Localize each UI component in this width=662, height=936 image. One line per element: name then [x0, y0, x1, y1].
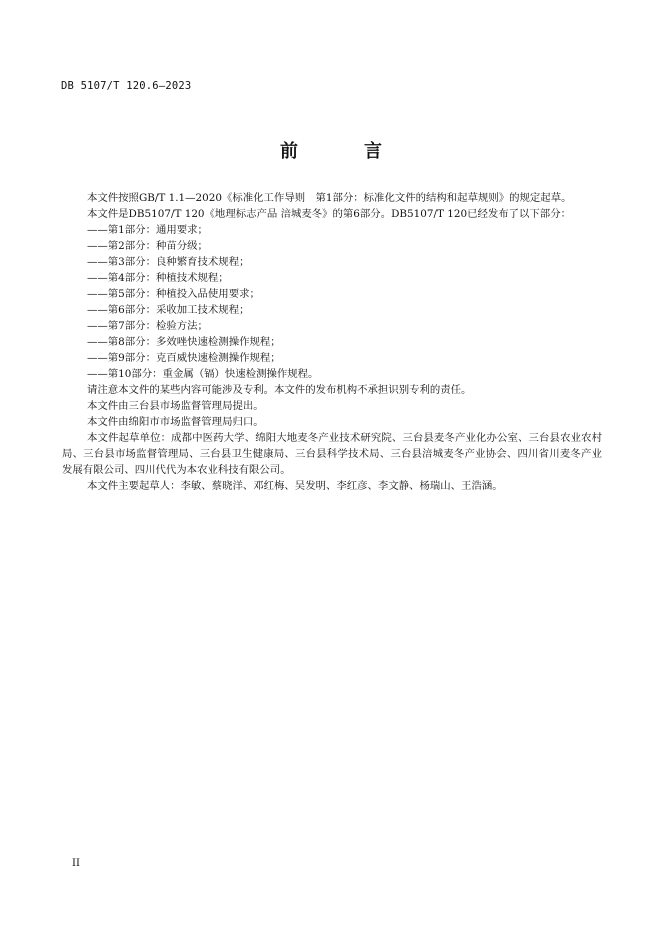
list-item: ——第3部分：良种繁育技术规程； — [87, 256, 250, 268]
list-item: ——第8部分：多效唑快速检测操作规程； — [87, 336, 281, 348]
paragraph-proposed-by: 本文件由三台县市场监督管理局提出。 — [87, 400, 264, 412]
list-item: ——第10部分：重金属（镉）快速检测操作规程。 — [87, 368, 319, 380]
list-item: ——第5部分：种植投入品使用要求； — [87, 288, 260, 300]
paragraph-drafting-units: 本文件起草单位：成都中医药大学、绵阳大地麦冬产业技术研究院、三台县麦冬产业化办公室、三台县农业农村局、三台县市场监督管理局、三台县卫生健康局、三台县科学技术局、三台县涪城麦冬产业协会、四川省川麦冬产业发展有限公司、四川代代为本农业科技有限公司。 — [62, 432, 602, 476]
foreword-body — [62, 190, 602, 494]
paragraph-main-drafters: 本文件主要起草人：李敏、蔡晓洋、邓红梅、吴发明、李红彦、李文静、杨瑞山、王浩涵。 — [87, 480, 503, 492]
list-item: ——第7部分：检验方法； — [87, 320, 208, 332]
paragraph-drafting-rules: 本文件按照GB/T 1.1—2020《标准化工作导则 第1部分：标准化文件的结构和起草规则》的规定起草。 — [87, 192, 572, 204]
page-number: II — [72, 858, 80, 869]
paragraph-administered-by: 本文件由绵阳市市场监督管理局归口。 — [87, 416, 264, 428]
list-item: ——第1部分：通用要求； — [87, 224, 208, 236]
standard-code: DB 5107/T 120.6—2023 — [61, 80, 192, 92]
list-item: ——第9部分：克百威快速检测操作规程； — [87, 352, 281, 364]
paragraph-document-part: 本文件是DB5107/T 120《地理标志产品 涪城麦冬》的第6部分。DB5107/T 120已经发布了以下部分： — [87, 208, 571, 220]
list-item: ——第4部分：种植技术规程； — [87, 272, 229, 284]
paragraph-patent-notice: 请注意本文件的某些内容可能涉及专利。本文件的发布机构不承担识别专利的责任。 — [87, 384, 472, 396]
page-title: 前 言 — [280, 141, 406, 162]
list-item: ——第6部分：采收加工技术规程； — [87, 304, 250, 316]
list-item: ——第2部分：种苗分级； — [87, 240, 208, 252]
